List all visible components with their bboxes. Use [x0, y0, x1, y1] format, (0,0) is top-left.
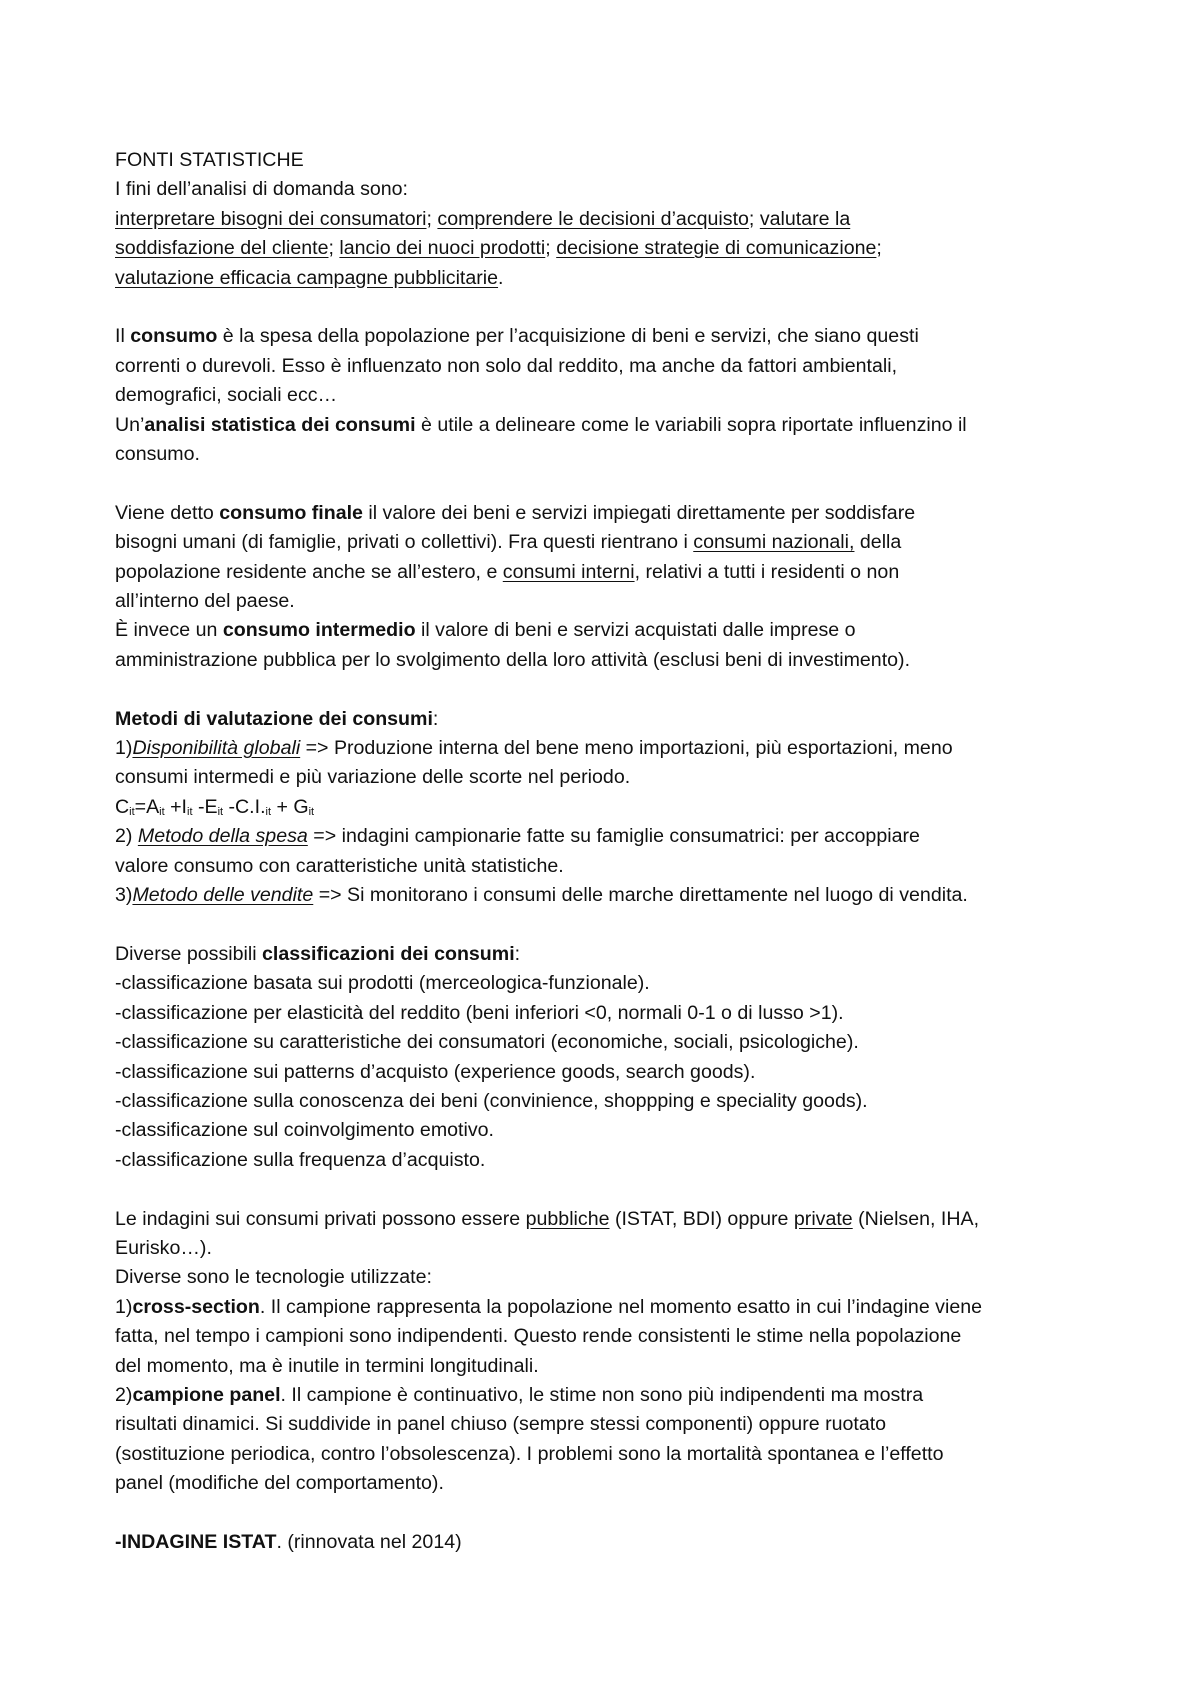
paragraph-line: (sostituzione periodica, contro l’obsolescenza). I problemi sono la mortalità spontanea e l’effetto: [115, 1442, 944, 1465]
paragraph-line: amministrazione pubblica per lo svolgimento della loro attività (esclusi beni di investimento).: [115, 648, 911, 671]
paragraph-line: popolazione residente anche se all’estero, e consumi interni, relativi a tutti i residenti o non: [115, 560, 900, 583]
aim-item: valutare la: [759, 207, 851, 230]
term-consumo-intermedio: consumo intermedio: [222, 619, 416, 642]
tech-1: 1)cross-section. Il campione rappresenta la popolazione nel momento esatto in cui l’indagine viene: [115, 1295, 983, 1318]
term-consumo-finale: consumo finale: [219, 501, 363, 524]
paragraph-line: Un’analisi statistica dei consumi è utile a delineare come le variabili sopra riportate influenzino il: [115, 413, 967, 436]
aims-line-1: interpretare bisogni dei consumatori; comprendere le decisioni d’acquisto; valutare la: [115, 207, 851, 230]
paragraph-line: demografici, sociali ecc…: [115, 384, 338, 407]
paragraph-line: consumo.: [115, 443, 200, 466]
consumo-definition: Il consumo è la spesa della popolazione per l’acquisizione di beni e servizi, che siano questi: [115, 325, 919, 348]
paragraph-line: È invece un consumo intermedio il valore di beni e servizi acquistati dalle imprese o: [115, 619, 856, 642]
paragraph-line: Le indagini sui consumi privati possono essere pubbliche (ISTAT, BDI) oppure private (Nielsen, IHA,: [115, 1207, 980, 1230]
paragraph-line: Diverse sono le tecnologie utilizzate:: [115, 1266, 432, 1289]
paragraph-line: consumi intermedi e più variazione delle scorte nel periodo.: [115, 766, 631, 789]
list-item: -classificazione per elasticità del reddito (beni inferiori <0, normali 0-1 o di lusso >1).: [115, 1001, 844, 1024]
paragraph-line: valore consumo con caratteristiche unità statistiche.: [115, 854, 564, 877]
list-item: -classificazione sul coinvolgimento emotivo.: [115, 1119, 494, 1142]
aim-item: soddisfazione del cliente: [115, 237, 329, 260]
method-3: 3)Metodo delle vendite => Si monitorano i consumi delle marche direttamente nel luogo di vendita.: [115, 884, 968, 907]
paragraph-line: correnti o durevoli. Esso è influenzato non solo dal reddito, ma anche da fattori ambientali,: [115, 354, 898, 377]
aim-item: lancio dei nuoci prodotti: [339, 237, 546, 260]
term-pubbliche: pubbliche: [525, 1207, 610, 1230]
term-consumi-nazionali: consumi nazionali,: [693, 531, 855, 554]
list-item: -classificazione sulla conoscenza dei beni (convinience, shoppping e speciality goods).: [115, 1089, 868, 1112]
paragraph-line: all’interno del paese.: [115, 590, 295, 613]
paragraph-line: bisogni umani (di famiglie, privati o collettivi). Fra questi rientrano i consumi nazionali, della: [115, 531, 902, 554]
method-1: 1)Disponibilità globali => Produzione interna del bene meno importazioni, più esportazioni, meno: [115, 737, 953, 760]
classificazioni-intro: Diverse possibili classificazioni dei consumi:: [115, 942, 521, 965]
aim-item: valutazione efficacia campagne pubblicitarie: [115, 266, 499, 289]
method-name: Metodo delle vendite: [132, 884, 314, 907]
term-cross-section: cross-section: [132, 1295, 260, 1318]
list-item: -classificazione su caratteristiche dei consumatori (economiche, sociali, psicologiche).: [115, 1031, 859, 1054]
paragraph-line: Viene detto consumo finale il valore dei beni e servizi impiegati direttamente per soddisfare: [115, 501, 916, 524]
method-name: Disponibilità globali: [132, 737, 301, 760]
paragraph-line: risultati dinamici. Si suddivide in panel chiuso (sempre stessi componenti) oppure ruotato: [115, 1413, 887, 1436]
paragraph-line: Eurisko…).: [115, 1236, 212, 1259]
aim-item: interpretare bisogni dei consumatori: [115, 207, 427, 230]
section-heading-metodi: Metodi di valutazione dei consumi:: [115, 707, 439, 730]
formula: $C_{it}=A_{it} +I_{it}$ $-E_{it}$ $-C.I._{it} + G_{it}$: [115, 795, 315, 818]
method-2: 2) Metodo della spesa => indagini campionarie fatte su famiglie consumatrici: per accoppiare: [115, 825, 920, 848]
term-private: private: [793, 1207, 853, 1230]
aims-line-2: soddisfazione del cliente; lancio dei nuoci prodotti; decisione strategie di comunicazione;: [115, 237, 882, 260]
aims-intro: I fini dell’analisi di domanda sono:: [115, 178, 408, 201]
list-item: -classificazione sulla frequenza d’acquisto.: [115, 1148, 486, 1171]
document-title: FONTI STATISTICHE: [115, 149, 304, 171]
istat-heading: -INDAGINE ISTAT. (rinnovata nel 2014): [115, 1531, 462, 1553]
term-consumo: consumo: [130, 325, 218, 348]
term-analisi-statistica: analisi statistica dei consumi: [144, 413, 416, 436]
paragraph-line: fatta, nel tempo i campioni sono indipendenti. Questo rende consistenti le stime nella popolazione: [115, 1325, 962, 1348]
document-page: [115, 146, 1115, 1557]
term-consumi-interni: consumi interni: [502, 560, 635, 583]
method-name: Metodo della spesa: [137, 825, 308, 848]
paragraph-line: del momento, ma è inutile in termini longitudinali.: [115, 1354, 539, 1377]
list-item: -classificazione sui patterns d’acquisto (experience goods, search goods).: [115, 1060, 756, 1083]
term-campione-panel: campione panel: [132, 1383, 281, 1406]
tech-2: 2)campione panel. Il campione è continuativo, le stime non sono più indipendenti ma mostra: [115, 1383, 924, 1406]
aim-item: comprendere le decisioni d’acquisto: [437, 207, 749, 230]
aim-item: decisione strategie di comunicazione: [556, 237, 877, 260]
list-item: -classificazione basata sui prodotti (merceologica-funzionale).: [115, 972, 650, 995]
aims-line-3: valutazione efficacia campagne pubblicitarie.: [115, 266, 504, 289]
paragraph-line: panel (modifiche del comportamento).: [115, 1472, 444, 1495]
